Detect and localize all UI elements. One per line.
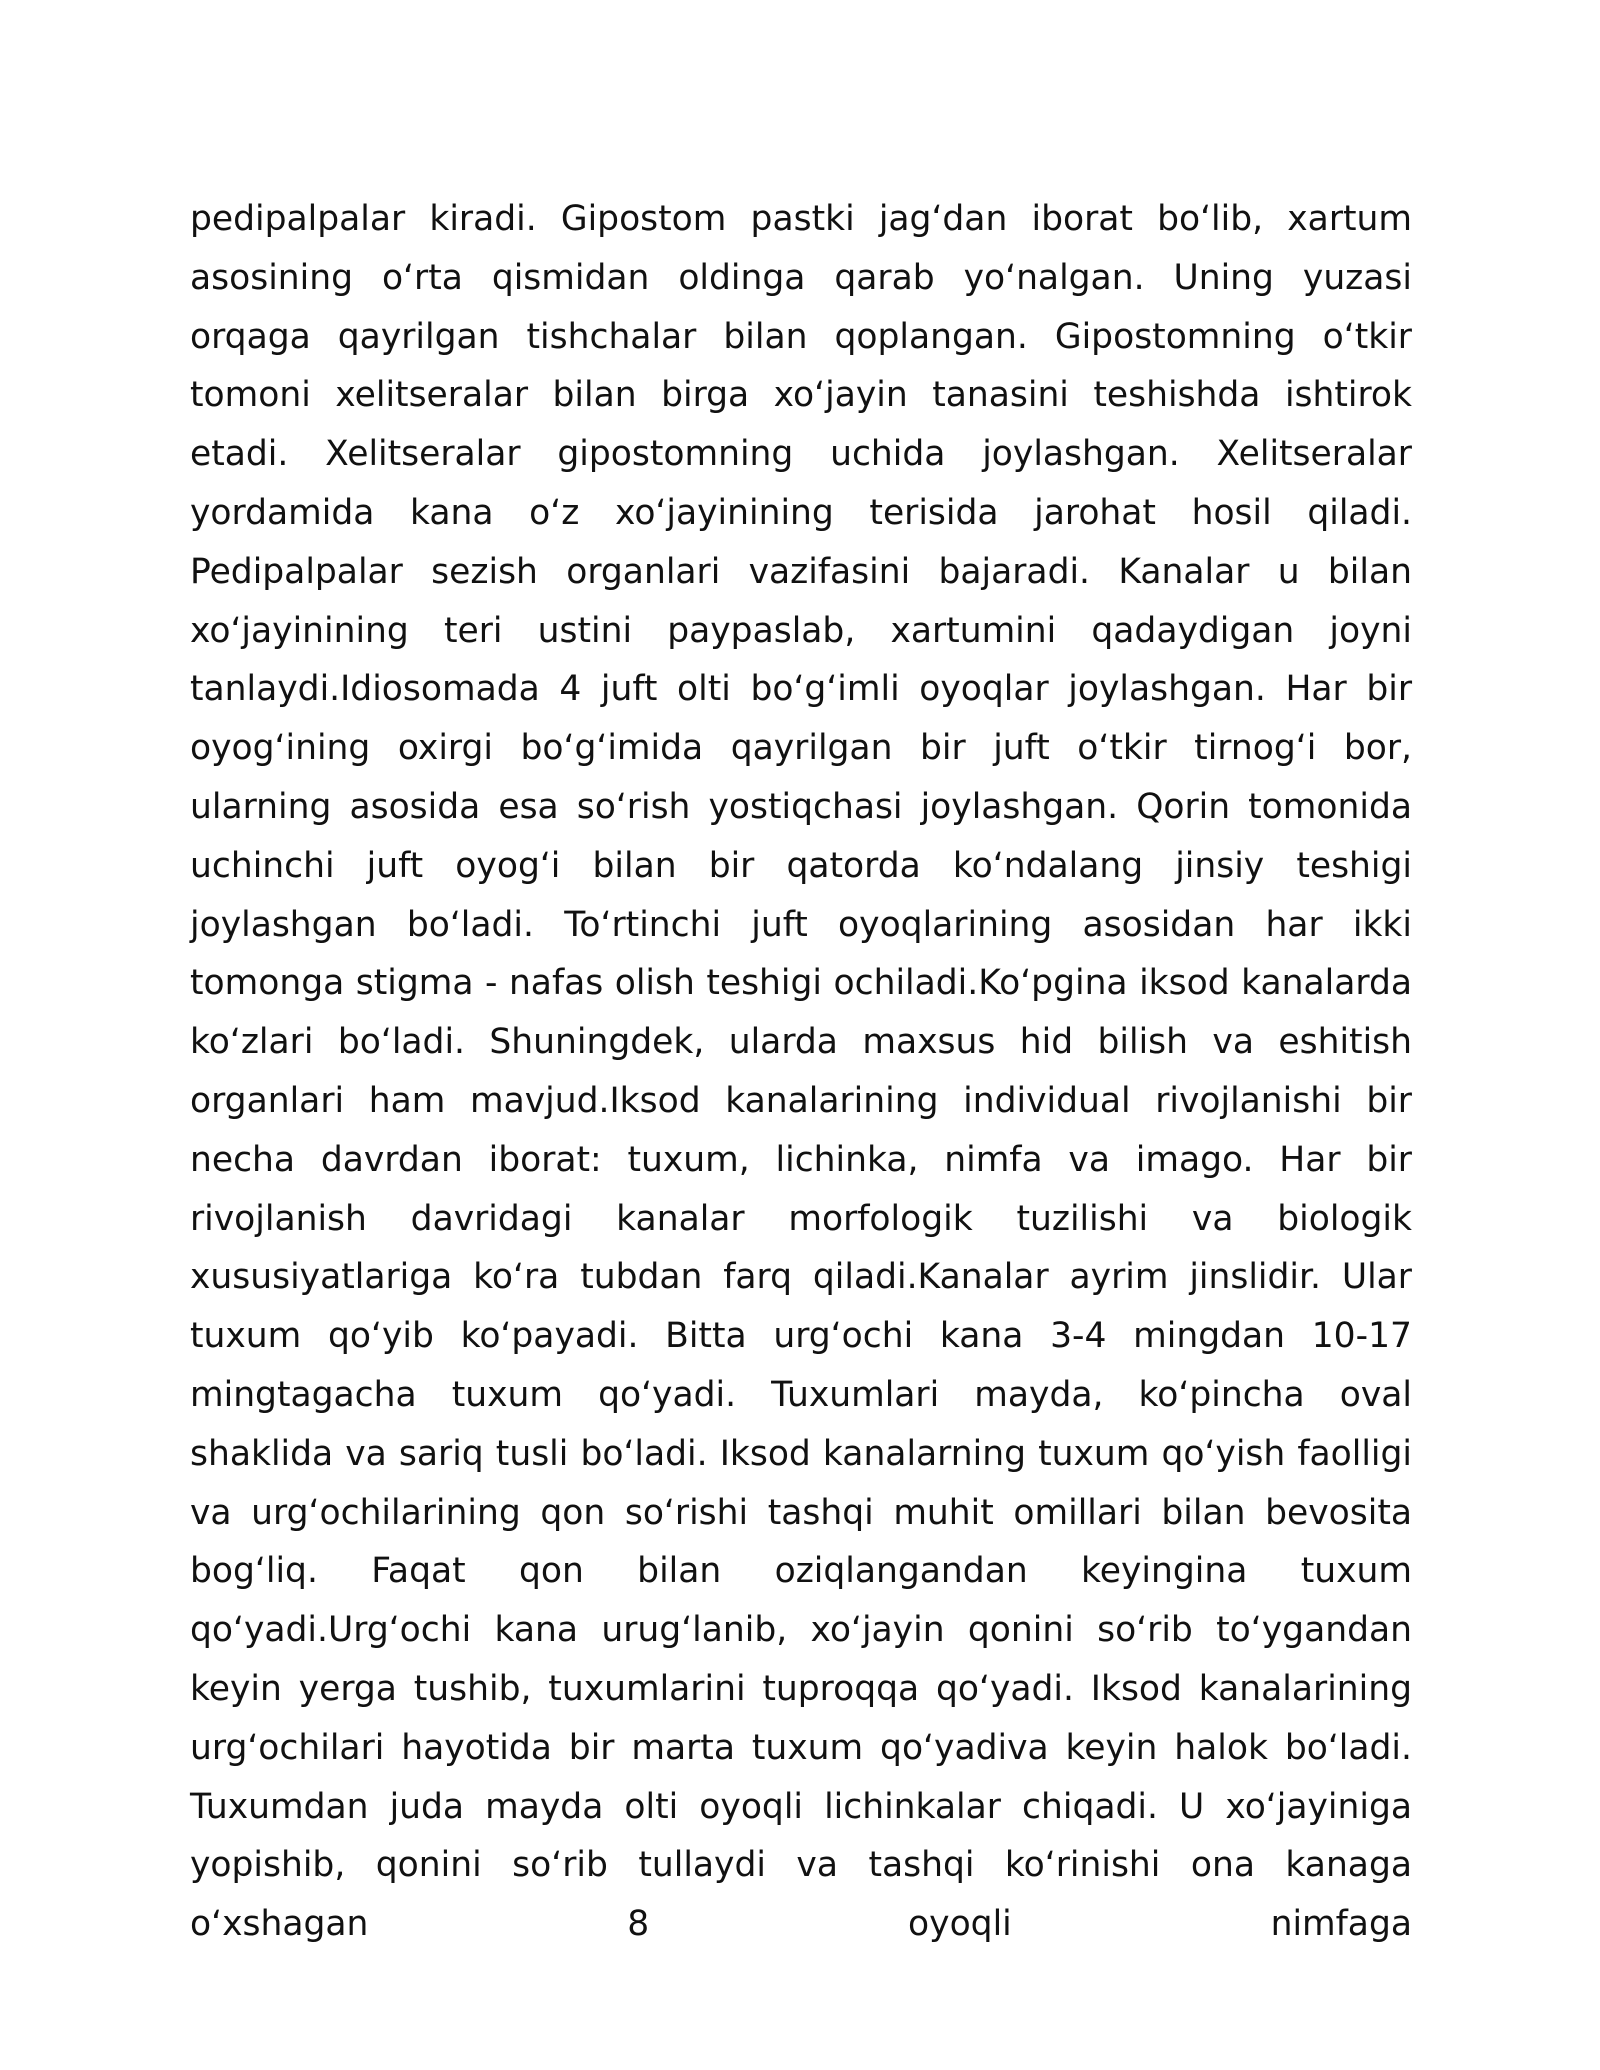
body-paragraph: pedipalpalar kiradi. Gipostom pastki jagʻdan iborat boʻlib, xartum asosining oʻrta qismidan oldinga qarab yoʻnalgan. Uning yuzasi orqaga qayrilgan tishchalar bilan qoplangan. Gipostomning oʻtkir tomoni xelitseralar bilan birga xoʻjayin tanasini teshishda ishtirok etadi. Xelitseralar gipostomning uchida joylashgan. Xelitseralar yordamida kana oʻz xoʻjayinining terisida jarohat hosil qiladi. Pedipalpalar sezish organlari vazifasini bajaradi. Kanalar u bilan xoʻjayinining teri ustini paypaslab, xartumini qadaydigan joyni tanlaydi.Idiosomada 4 juft olti boʻgʻimli oyoqlar joylashgan. Har bir oyogʻining oxirgi boʻgʻimida qayrilgan bir juft oʻtkir tirnogʻi bor, ularning asosida esa soʻrish yostiqchasi joylashgan. Qorin tomonida uchinchi juft oyogʻi bilan bir qatorda koʻndalang jinsiy teshigi joylashgan boʻladi. Toʻrtinchi juft oyoqlarining asosidan har ikki tomonga stigma - nafas olish teshigi ochiladi.Koʻpgina iksod kanalarda koʻzlari boʻladi. Shuningdek, ularda maxsus hid bilish va eshitish organlari ham mavjud.Iksod kanalarining individual rivojlanishi bir necha davrdan iborat: tuxum, lichinka, nimfa va imago. Har bir rivojlanish davridagi kanalar morfologik tuzilishi va biologik xususiyatlariga koʻra tubdan farq qiladi.Kanalar ayrim jinslidir. Ular tuxum qoʻyib koʻpayadi. Bitta urgʻochi kana 3-4 mingdan 10-17 mingtagacha tuxum qoʻyadi. Tuxumlari mayda, koʻpincha oval shaklida va sariq tusli boʻladi. Iksod kanalarning tuxum qoʻyish faolligi va urgʻochilarining qon soʻrishi tashqi muhit omillari bilan bevosita bogʻliq. Faqat qon bilan oziqlangandan keyingina tuxum qoʻyadi.Urgʻochi kana urugʻlanib, xoʻjayin qonini soʻrib toʻygandan keyin yerga tushib, tuxumlarini tuproqqa qoʻyadi. Iksod kanalarining urgʻochilari hayotida bir marta tuxum qoʻyadiva keyin halok boʻladi. Tuxumdan juda mayda olti oyoqli lichinkalar chiqadi. U xoʻjayiniga yopishib, qonini soʻrib tullaydi va tashqi koʻrinishi ona kanaga oʻxshagan 8 oyoqli nimfaga <box>190 199 1412 1945</box>
